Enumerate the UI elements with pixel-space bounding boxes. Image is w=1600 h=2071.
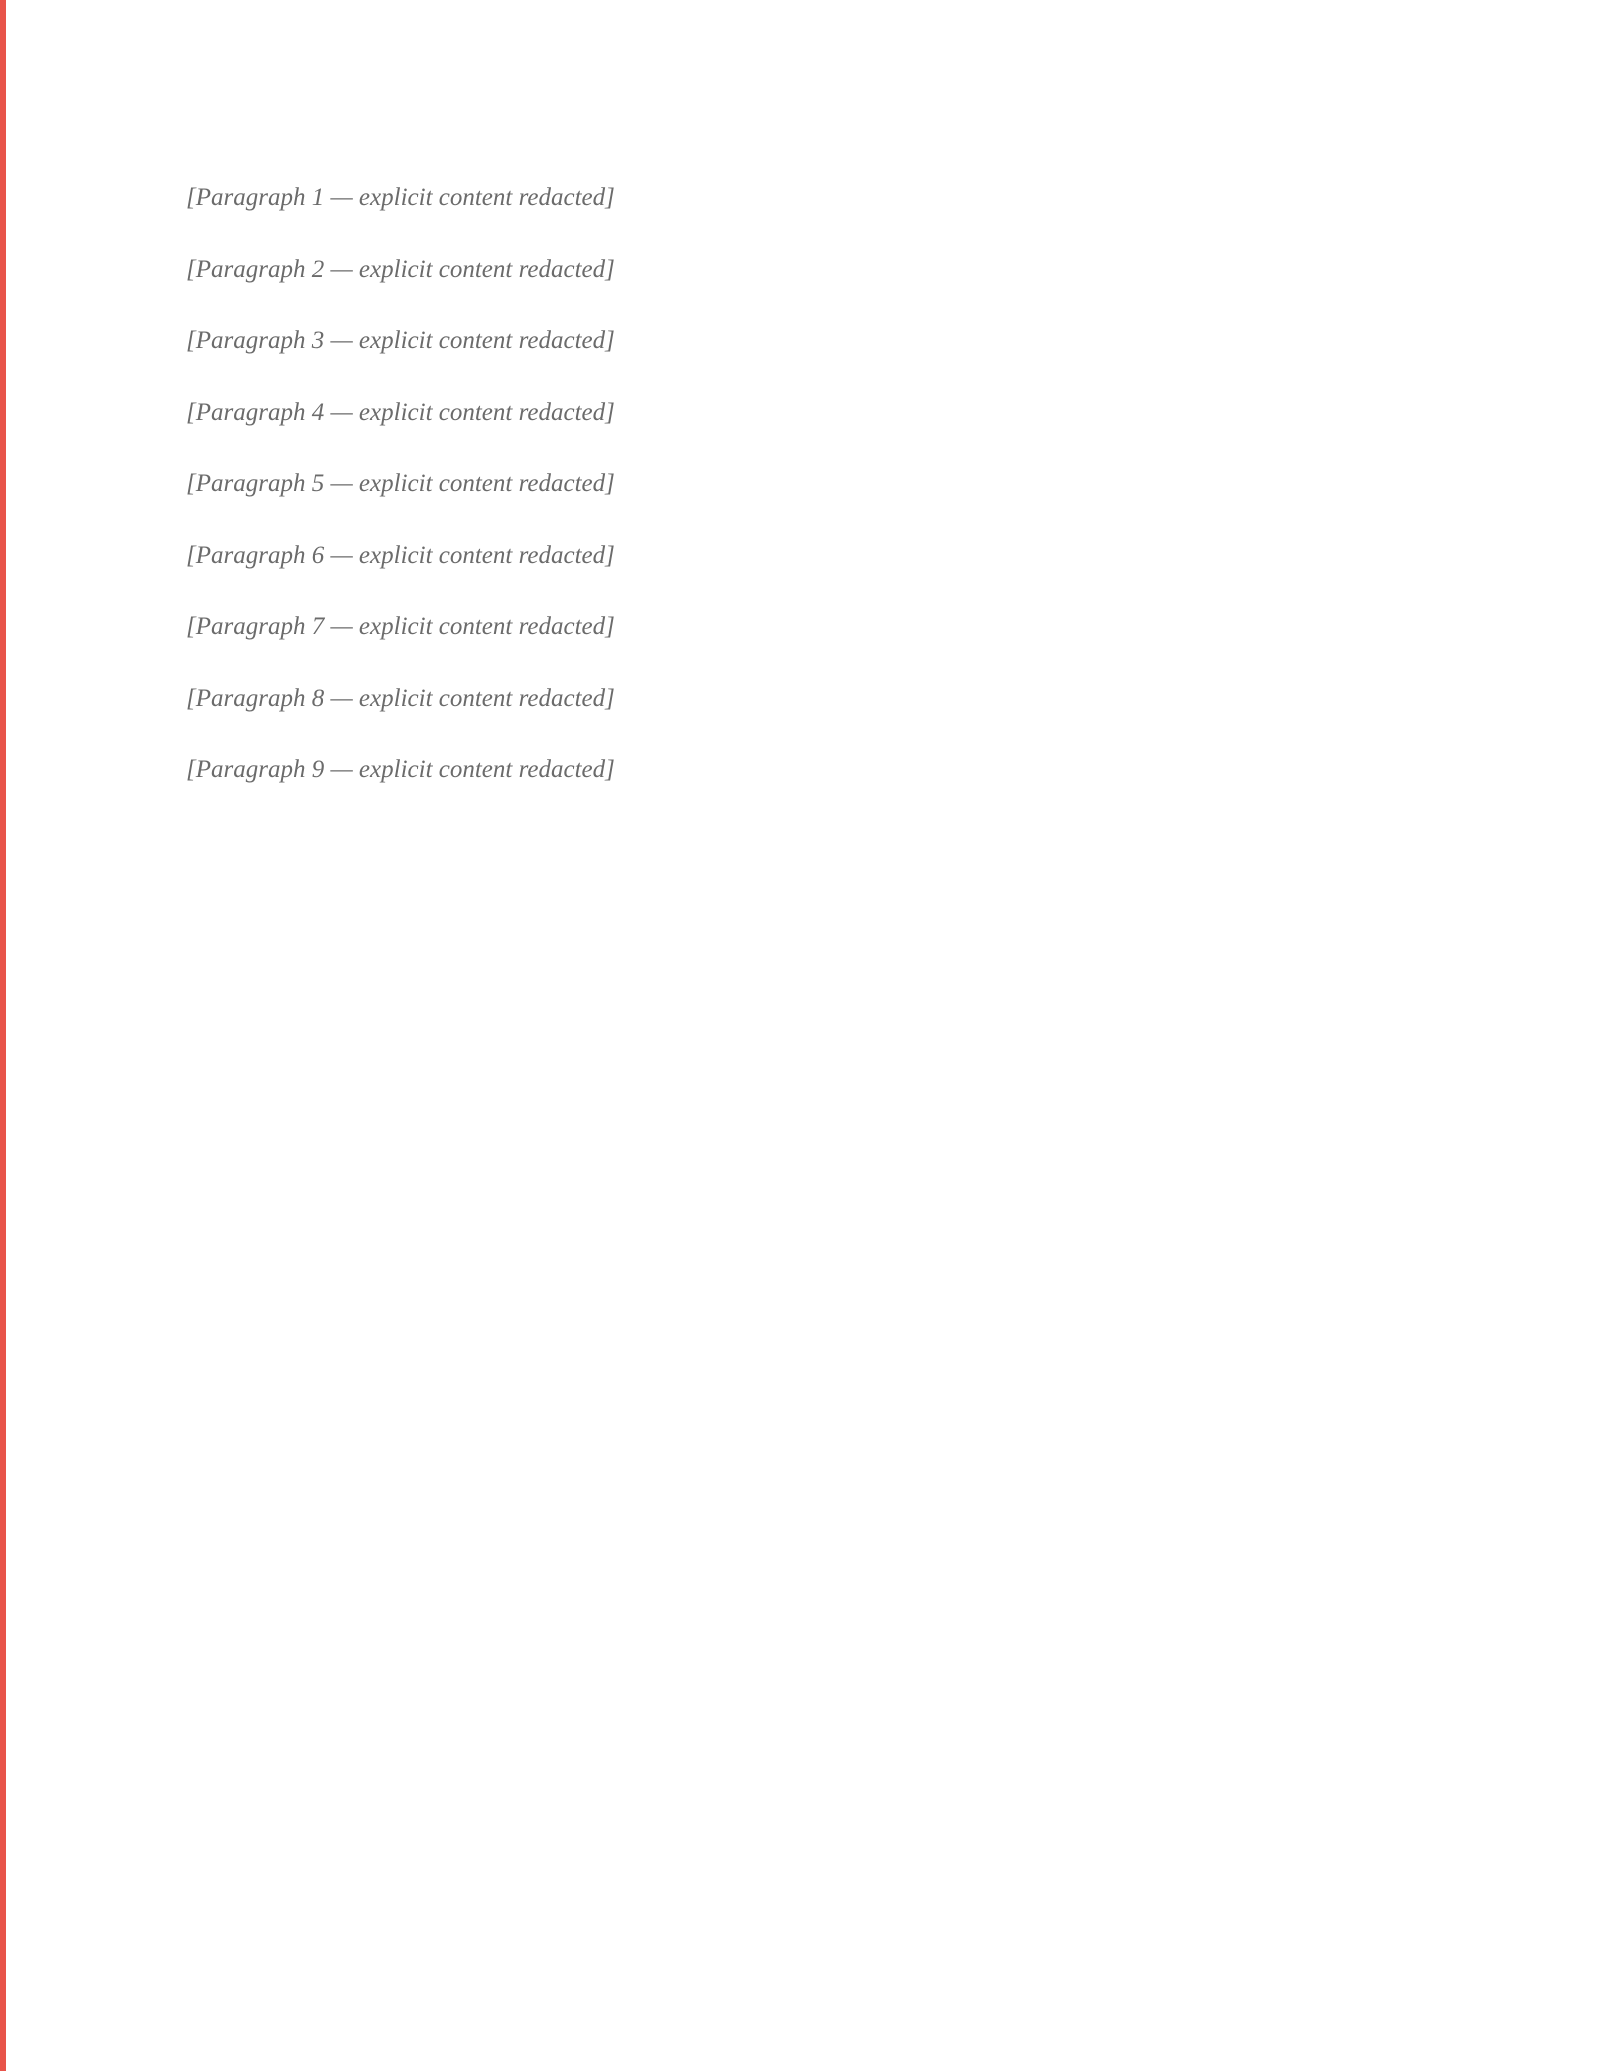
body-paragraph: [Paragraph 8 — explicit content redacted]	[186, 684, 615, 712]
body-paragraph: [Paragraph 9 — explicit content redacted]	[186, 756, 615, 783]
body-paragraph: [Paragraph 5 — explicit content redacted]	[186, 470, 615, 497]
body-paragraph: [Paragraph 4 — explicit content redacted]	[186, 398, 615, 426]
body-paragraph: [Paragraph 3 — explicit content redacted]	[186, 327, 615, 354]
text-column	[186, 180, 1416, 824]
left-edge-accent-bar	[0, 0, 6, 2071]
body-paragraph: [Paragraph 1 — explicit content redacted]	[186, 184, 615, 211]
body-paragraph: [Paragraph 2 — explicit content redacted]	[186, 255, 615, 283]
body-paragraph: [Paragraph 7 — explicit content redacted]	[186, 613, 615, 640]
body-paragraph: [Paragraph 6 — explicit content redacted]	[186, 541, 615, 569]
